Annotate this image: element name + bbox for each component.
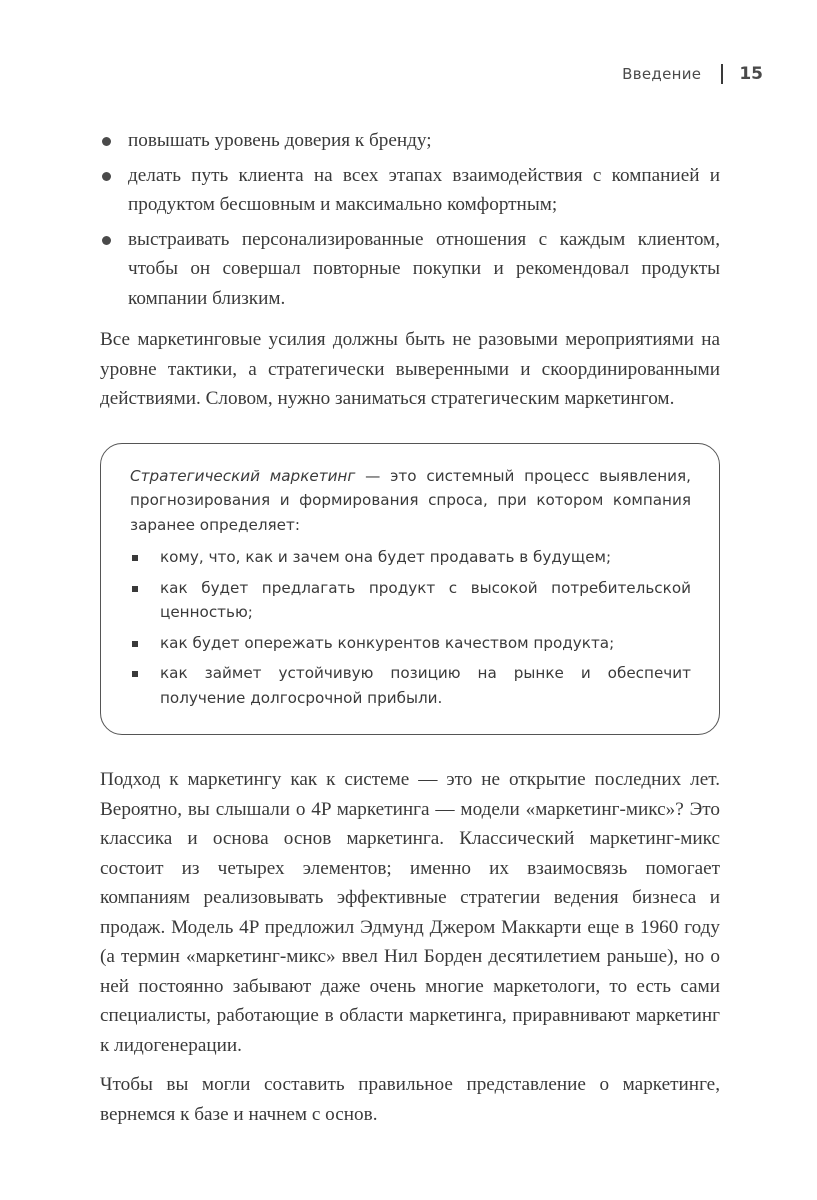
definition-box [100, 443, 720, 736]
bullet-item: выстраивать персонализированные отношения с каждым клиентом, чтобы он совершал повторные покупки и рекомендовал продукты компании близким. [100, 225, 720, 314]
bullet-item: делать путь клиента на всех этапах взаимодействия с компанией и продуктом бесшовным и максимально комфортным; [100, 161, 720, 220]
page-body [100, 126, 720, 1129]
running-header [622, 64, 763, 84]
page-number: 15 [739, 64, 763, 84]
section-title: Введение [622, 65, 702, 83]
definition-body: — это системный процесс выявления, прогнозирования и формирования спроса, при котором компания заранее определяет: [130, 466, 691, 534]
definition-text [130, 464, 691, 538]
paragraph: Чтобы вы могли составить правильное представление о маркетинге, вернемся к базе и начнем с основ. [100, 1074, 720, 1125]
definition-item: кому, что, как и зачем она будет продавать в будущем; [130, 545, 691, 570]
definition-item: как будет опережать конкурентов качеством продукта; [130, 631, 691, 656]
bullet-item: повышать уровень доверия к бренду; [100, 126, 720, 156]
paragraph: Все маркетинговые усилия должны быть не разовыми мероприятиями на уровне тактики, а стратегически выверенными и скоординированными действиями. Словом, нужно заниматься стратегическим маркетингом. [100, 329, 720, 409]
definition-term: Стратегический маркетинг [130, 466, 356, 485]
header-divider [721, 64, 723, 84]
paragraph: Подход к маркетингу как к системе — это не открытие последних лет. Вероятно, вы слышали о 4P маркетинга — модели «маркетинг-микс»? Это классика и основа основ маркетинга. Классический маркетинг-микс состоит из четырех элементов; именно их взаимосвязь помогает компаниям реализовывать эффективные стратегии ведения бизнеса и продаж. Модель 4P предложил Эдмунд Джером Маккарти еще в 1960 году (а термин «маркетинг-микс» ввел Нил Борден десятилетием раньше), но о ней постоянно забывают даже очень многие маркетологи, то есть сами специалисты, работающие в области маркетинга, приравнивают маркетинг к лидогенерации. [100, 769, 720, 1056]
bullet-list [100, 126, 720, 313]
definition-item: как займет устойчивую позицию на рынке и обеспечит получение долгосрочной прибыли. [130, 661, 691, 710]
definition-item: как будет предлагать продукт с высокой потребительской ценностью; [130, 576, 691, 625]
definition-list [130, 545, 691, 710]
